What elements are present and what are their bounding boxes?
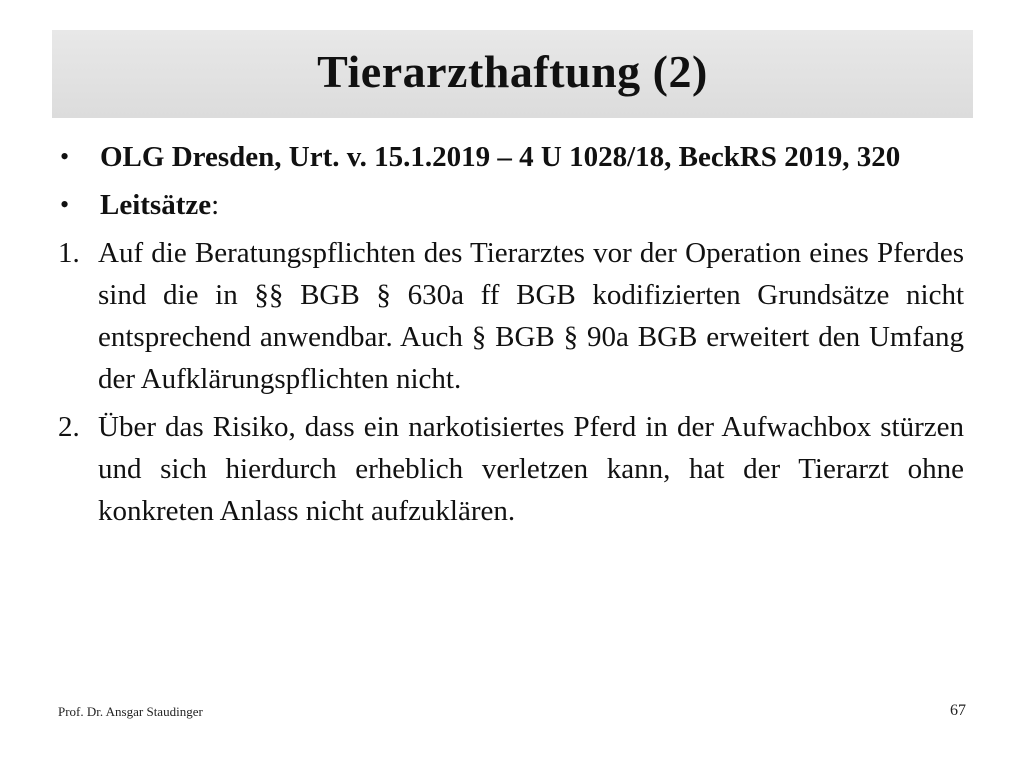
item-number: 1. bbox=[58, 237, 80, 269]
numbered-item-2 bbox=[58, 406, 964, 532]
item-text: Auf die Beratungspflichten des Tierarztes vor der Operation eines Pferdes sind die in §§ BGB § 630a ff BGB kodifizierten Grundsätze nicht entsprechend anwendbar. Auch § BGB § 90a BGB erweitert den Umfang der Aufklärungspflichten nicht. bbox=[98, 237, 964, 395]
numbered-item-1 bbox=[58, 232, 964, 400]
citation-text: OLG Dresden, Urt. v. 15.1.2019 – 4 U 1028/18, BeckRS 2019, 320 bbox=[100, 141, 901, 173]
item-text: Über das Risiko, dass ein narkotisiertes Pferd in der Aufwachbox stürzen und sich hierdurch erheblich verletzen kann, hat der Tierarzt ohne konkreten Anlass nicht aufzuklären. bbox=[98, 411, 964, 527]
bullet-item-citation bbox=[58, 136, 964, 178]
footer-author: Prof. Dr. Ansgar Staudinger bbox=[58, 704, 203, 719]
leitsaetze-heading bbox=[100, 184, 964, 226]
page-number: 67 bbox=[950, 702, 966, 719]
bullet-item-leitsaetze bbox=[58, 184, 964, 226]
leitsaetze-label: Leitsätze bbox=[100, 189, 212, 221]
item-number: 2. bbox=[58, 411, 80, 443]
slide-content bbox=[58, 136, 964, 538]
title-bar bbox=[52, 30, 973, 118]
bullet-marker: • bbox=[60, 142, 70, 171]
slide-title: Tierarzthaftung (2) bbox=[317, 45, 708, 97]
bullet-marker: • bbox=[60, 190, 70, 219]
leitsaetze-colon: : bbox=[211, 189, 220, 221]
